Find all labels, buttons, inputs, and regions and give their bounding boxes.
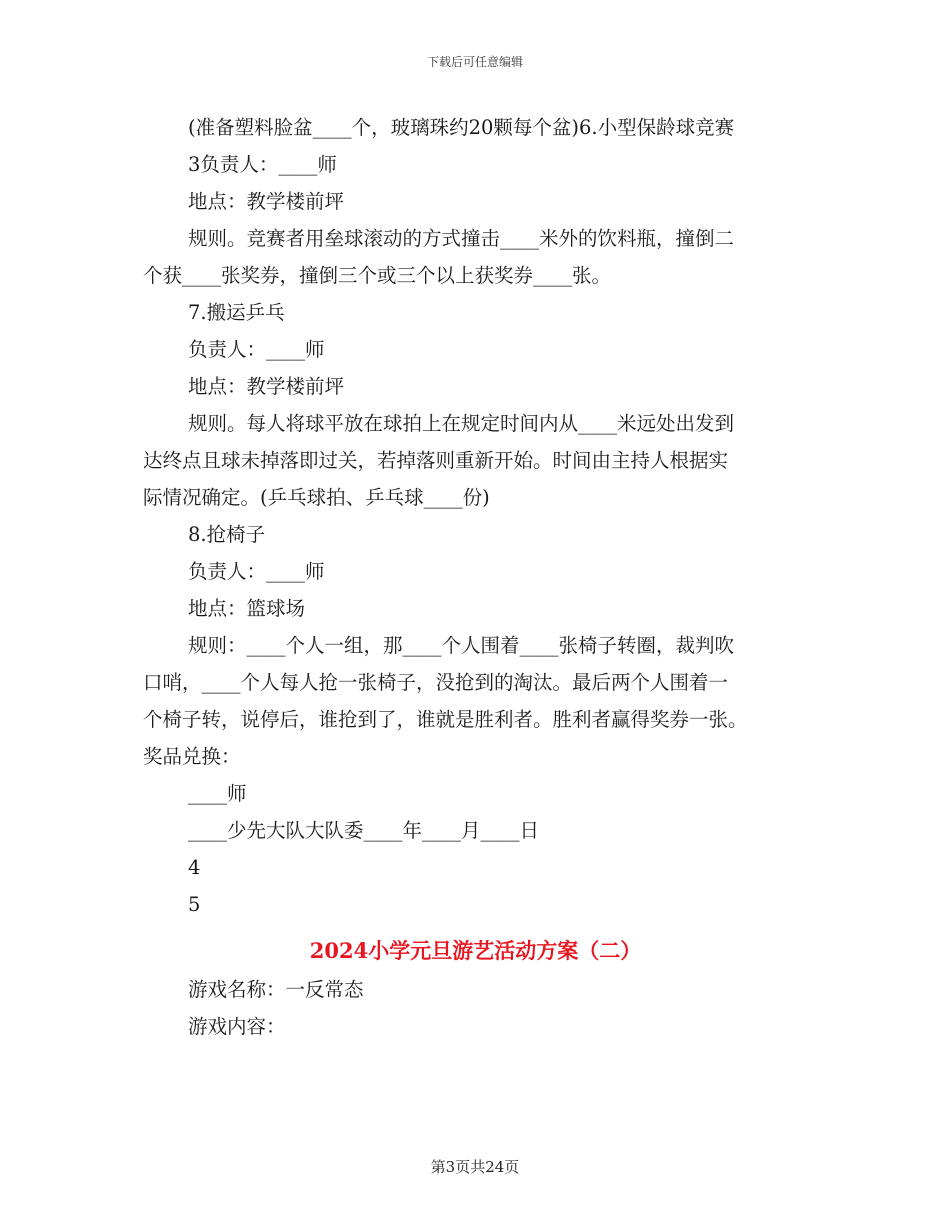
paragraph: 负责人：____师 xyxy=(188,560,325,583)
paragraph: 地点：教学楼前坪 xyxy=(188,190,345,213)
item-heading: 7.搬运乒乓 xyxy=(188,301,285,324)
paragraph: 游戏内容： xyxy=(188,1015,286,1038)
paragraph: ____少先大队大队委____年____月____日 xyxy=(188,819,540,842)
paragraph: 个获____张奖券，撞倒三个或三个以上获奖券____张。 xyxy=(143,264,612,287)
paragraph: 游戏名称：一反常态 xyxy=(188,978,364,1001)
item-heading: 8.抢椅子 xyxy=(188,523,266,546)
paragraph: 个椅子转，说停后，谁抢到了，谁就是胜利者。胜利者赢得奖券一张。 xyxy=(143,708,748,731)
paragraph: 际情况确定。(乒乓球拍、乒乓球____份) xyxy=(143,486,490,509)
paragraph: 5 xyxy=(188,893,201,916)
paragraph: 地点：篮球场 xyxy=(188,597,306,620)
paragraph: ____师 xyxy=(188,782,247,805)
paragraph: 地点：教学楼前坪 xyxy=(188,375,345,398)
paragraph: 规则：____个人一组，那____个人围着____张椅子转圈，裁判吹 xyxy=(188,634,735,657)
paragraph: 达终点且球未掉落即过关，若掉落则重新开始。时间由主持人根据实 xyxy=(143,449,729,472)
paragraph: 负责人：____师 xyxy=(188,338,325,361)
page-header: 下载后可任意编辑 xyxy=(426,55,523,69)
document-body xyxy=(143,109,808,1045)
paragraph: 规则。每人将球平放在球拍上在规定时间内从____米远处出发到 xyxy=(188,412,735,435)
section-title: 2024小学元旦游艺活动方案（二） xyxy=(309,938,642,963)
paragraph: 4 xyxy=(188,856,201,879)
page-footer: 第3页共24页 xyxy=(430,1158,520,1176)
paragraph: (准备塑料脸盆____个，玻璃珠约20颗每个盆)6.小型保龄球竞赛 xyxy=(188,116,735,139)
paragraph: 奖品兑换： xyxy=(143,745,241,768)
paragraph: 规则。竞赛者用垒球滚动的方式撞击____米外的饮料瓶，撞倒二 xyxy=(188,227,735,250)
paragraph: 口哨，____个人每人抢一张椅子，没抢到的淘汰。最后两个人围着一 xyxy=(143,671,729,694)
paragraph: 3负责人：____师 xyxy=(188,153,337,176)
